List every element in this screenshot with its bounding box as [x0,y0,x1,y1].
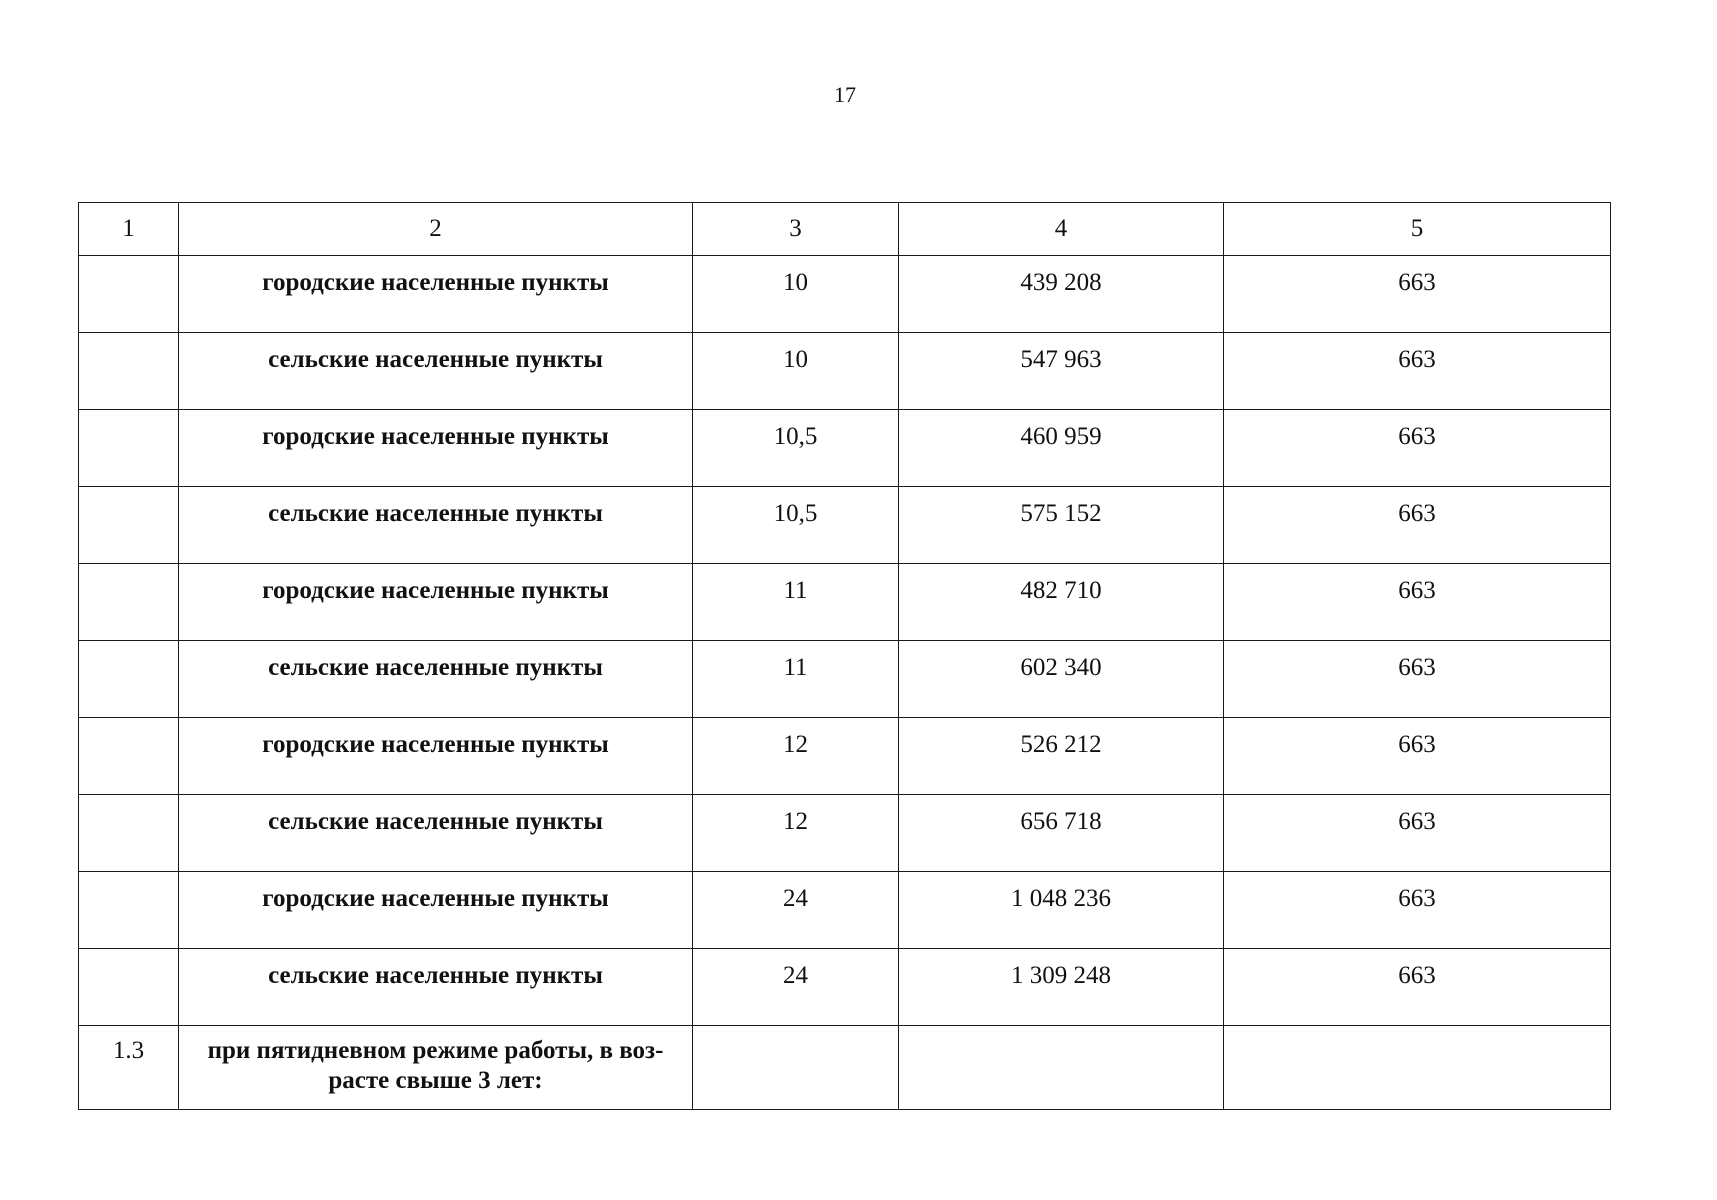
amount-cell: 482 710 [899,564,1224,641]
table-row [79,795,1611,872]
hours-cell: 10 [693,256,899,333]
value-cell: 663 [1224,564,1611,641]
settlement-type-cell: городские населенные пункты [179,872,693,949]
section-title-cell [179,1026,693,1110]
column-header-5: 5 [1224,203,1611,256]
hours-cell: 10,5 [693,410,899,487]
hours-cell: 10 [693,333,899,410]
settlement-type-cell: сельские населенные пункты [179,949,693,1026]
amount-cell: 575 152 [899,487,1224,564]
amount-cell: 602 340 [899,641,1224,718]
table-row [79,564,1611,641]
settlement-type-cell: городские населенные пункты [179,718,693,795]
value-cell: 663 [1224,949,1611,1026]
row-number-cell [79,564,179,641]
row-number-cell [79,872,179,949]
amount-cell: 656 718 [899,795,1224,872]
value-cell: 663 [1224,641,1611,718]
amount-cell: 1 309 248 [899,949,1224,1026]
table-row-section [79,1026,1611,1110]
table-row [79,410,1611,487]
table-row [79,333,1611,410]
amount-cell: 547 963 [899,333,1224,410]
column-header-1: 1 [79,203,179,256]
value-cell: 663 [1224,718,1611,795]
amount-cell: 460 959 [899,410,1224,487]
table-row [79,872,1611,949]
value-cell: 663 [1224,795,1611,872]
value-cell [1224,1026,1611,1110]
hours-cell: 24 [693,949,899,1026]
hours-cell [693,1026,899,1110]
value-cell: 663 [1224,333,1611,410]
row-number-cell [79,795,179,872]
row-number-cell [79,333,179,410]
row-number-cell [79,410,179,487]
hours-cell: 12 [693,718,899,795]
row-number-cell [79,487,179,564]
value-cell: 663 [1224,872,1611,949]
table-row [79,256,1611,333]
settlement-type-cell: сельские населенные пункты [179,795,693,872]
page-number: 17 [834,82,856,107]
hours-cell: 24 [693,872,899,949]
row-number-cell [79,641,179,718]
row-number-cell [79,718,179,795]
settlement-type-cell: городские населенные пункты [179,256,693,333]
settlement-type-cell: сельские населенные пункты [179,641,693,718]
value-cell: 663 [1224,256,1611,333]
column-header-3: 3 [693,203,899,256]
amount-cell: 1 048 236 [899,872,1224,949]
value-cell: 663 [1224,487,1611,564]
amount-cell [899,1026,1224,1110]
section-title-line-2: расте свыше 3 лет: [328,1067,543,1094]
column-header-2: 2 [179,203,693,256]
amount-cell: 526 212 [899,718,1224,795]
column-header-4: 4 [899,203,1224,256]
section-title-line-1: при пятидневном режиме работы, в воз- [207,1037,664,1064]
hours-cell: 12 [693,795,899,872]
table-row [79,949,1611,1026]
settlement-type-cell: городские населенные пункты [179,564,693,641]
hours-cell: 10,5 [693,487,899,564]
table-row [79,718,1611,795]
row-number-cell: 1.3 [79,1026,179,1110]
hours-cell: 11 [693,641,899,718]
row-number-cell [79,949,179,1026]
row-number-cell [79,256,179,333]
tariff-table [78,202,1611,1110]
settlement-type-cell: городские населенные пункты [179,410,693,487]
table-row [79,641,1611,718]
hours-cell: 11 [693,564,899,641]
amount-cell: 439 208 [899,256,1224,333]
table-header-row [79,203,1611,256]
settlement-type-cell: сельские населенные пункты [179,333,693,410]
table-row [79,487,1611,564]
settlement-type-cell: сельские населенные пункты [179,487,693,564]
value-cell: 663 [1224,410,1611,487]
